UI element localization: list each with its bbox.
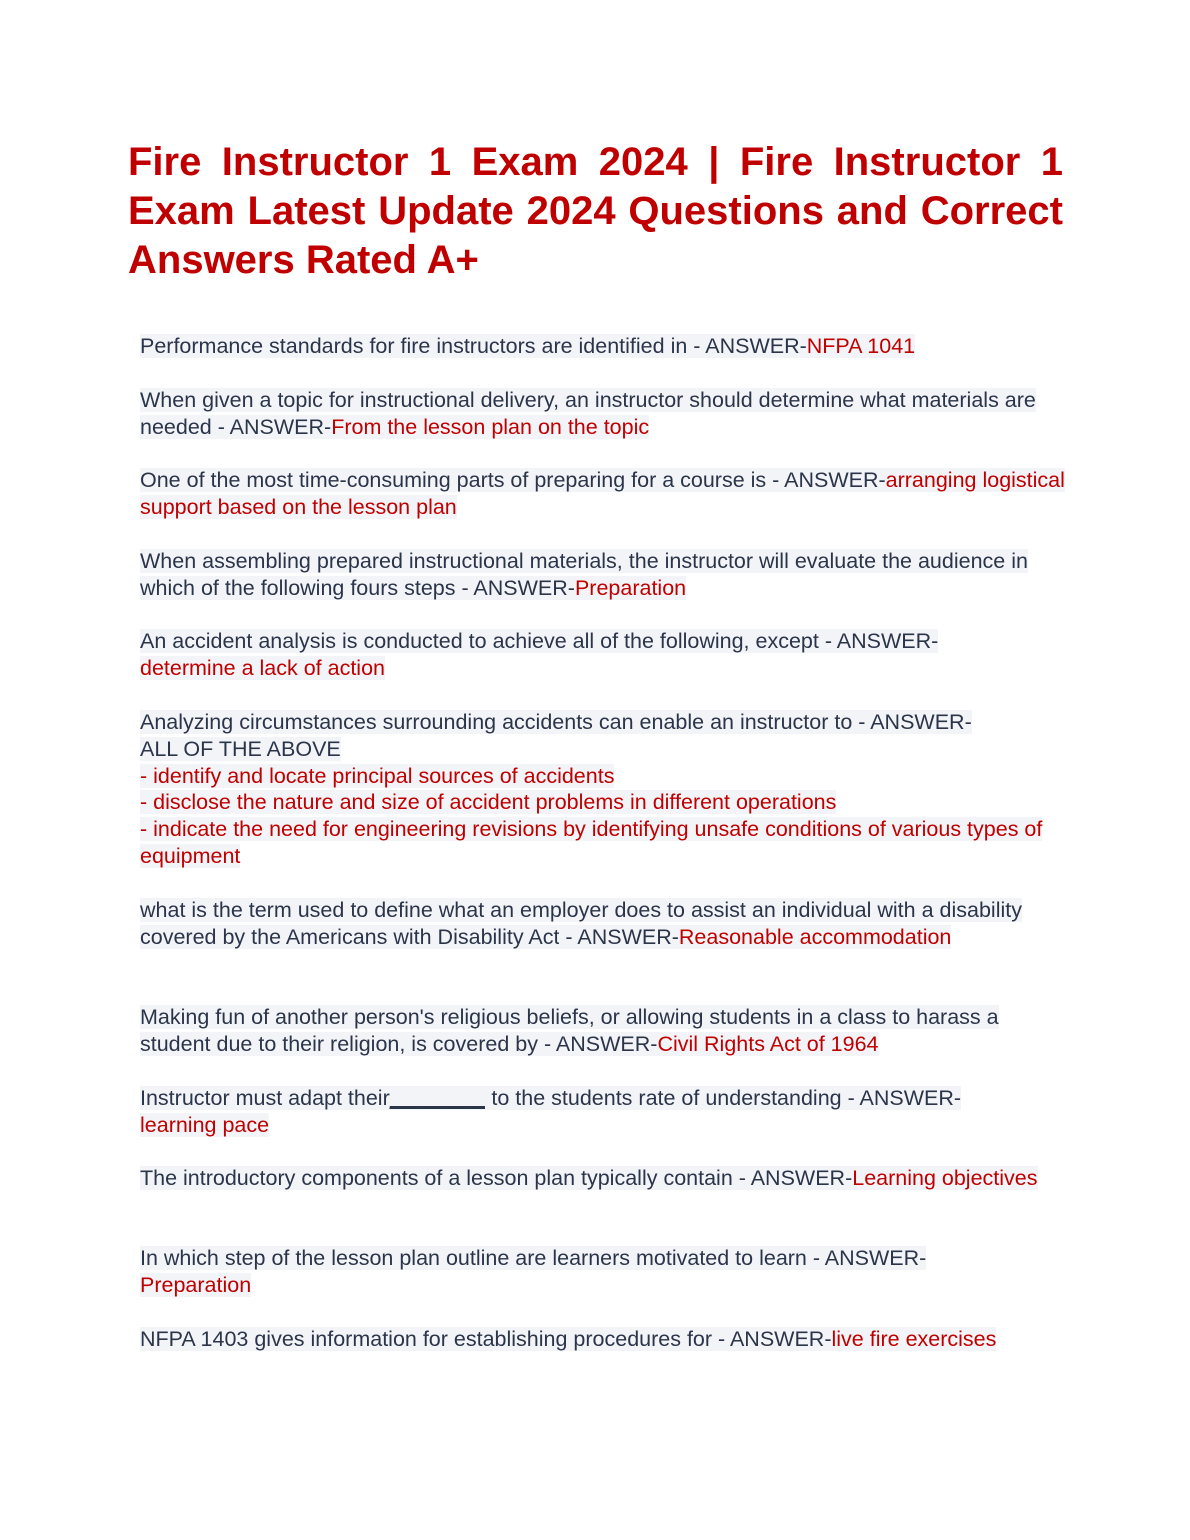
answer-prefix: - ANSWER- bbox=[852, 710, 972, 734]
answer-prefix: - ANSWER- bbox=[211, 414, 332, 439]
answer-prefix: - ANSWER- bbox=[732, 1166, 853, 1190]
qa-item bbox=[140, 333, 1065, 360]
answer-prefix: - ANSWER- bbox=[818, 629, 939, 653]
qa-item bbox=[140, 548, 1065, 602]
answer-text: NFPA 1041 bbox=[806, 334, 916, 358]
answer-prefix: - ANSWER- bbox=[559, 924, 679, 949]
qa-item bbox=[140, 628, 1065, 682]
answer-prefix: - ANSWER- bbox=[687, 334, 807, 358]
answer-text: arranging logistical support based on the lesson plan bbox=[140, 468, 1065, 519]
answer-text: learning pace bbox=[140, 1112, 270, 1137]
answer-prefix: - ANSWER- bbox=[841, 1086, 962, 1110]
qa-item bbox=[140, 467, 1065, 521]
question-text: In which step of the lesson plan outline are learners motivated to learn bbox=[140, 1246, 807, 1270]
qa-item bbox=[140, 897, 1065, 951]
question-text: When assembling prepared instructional materials, the instructor will evaluate the audience in which of the following fours steps bbox=[140, 549, 1028, 600]
qa-item bbox=[140, 709, 1065, 870]
qa-item bbox=[140, 1326, 1065, 1353]
question-text: Analyzing circumstances surrounding accidents can enable an instructor to bbox=[140, 710, 853, 734]
answer-text: Learning objectives bbox=[852, 1166, 1038, 1190]
fill-in-blank: ________ bbox=[389, 1086, 486, 1110]
question-text: One of the most time-consuming parts of preparing for a course is bbox=[140, 468, 767, 492]
answer-prefix: - ANSWER- bbox=[766, 468, 886, 492]
answer-text: From the lesson plan on the topic bbox=[331, 414, 650, 439]
qa-item bbox=[140, 387, 1065, 441]
document-title: Fire Instructor 1 Exam 2024 | Fire Instructor 1 Exam Latest Update 2024 Questions and Correct Answers Rated A+ bbox=[128, 140, 1063, 282]
answer-prefix: - ANSWER- bbox=[455, 575, 575, 600]
answer-list-item: - indicate the need for engineering revisions by identifying unsafe conditions of various types of equipment bbox=[140, 817, 1043, 868]
answer-text: Preparation bbox=[574, 575, 687, 600]
qa-item bbox=[140, 1004, 1065, 1058]
answer-list-item: - disclose the nature and size of accident problems in different operations bbox=[140, 790, 837, 815]
question-text: Instructor must adapt their bbox=[140, 1086, 390, 1110]
question-text: to the students rate of understanding bbox=[485, 1086, 842, 1110]
qa-item bbox=[140, 1085, 1065, 1139]
question-text: NFPA 1403 gives information for establishing procedures for bbox=[140, 1327, 713, 1351]
question-text: Performance standards for fire instructors are identified in bbox=[140, 334, 688, 358]
answer-text: Civil Rights Act of 1964 bbox=[657, 1031, 879, 1056]
question-text: An accident analysis is conducted to achieve all of the following, except bbox=[140, 629, 819, 653]
answer-prefix: - ANSWER- bbox=[537, 1031, 658, 1056]
answer-text: Preparation bbox=[140, 1272, 252, 1297]
answer-text: Reasonable accommodation bbox=[678, 924, 952, 949]
answer-prefix: - ANSWER- bbox=[712, 1327, 832, 1351]
qa-item bbox=[140, 1245, 1065, 1299]
answer-text: determine a lack of action bbox=[140, 655, 385, 680]
question-text: Making fun of another person's religious beliefs, or allowing students in a class to harass a student due to their religion, is covered by bbox=[140, 1005, 999, 1056]
question-text: what is the term used to define what an employer does to assist an individual with a disability covered by the Americans with Disability Act bbox=[140, 898, 1022, 949]
answer-list-item: - identify and locate principal sources of accidents bbox=[140, 763, 615, 788]
question-text: When given a topic for instructional delivery, an instructor should determine what materials are needed bbox=[140, 388, 1036, 439]
answer-intro: ALL OF THE ABOVE bbox=[140, 736, 341, 761]
qa-item bbox=[140, 1165, 1065, 1192]
answer-text: live fire exercises bbox=[831, 1327, 997, 1351]
question-text: The introductory components of a lesson plan typically contain bbox=[140, 1166, 733, 1190]
answer-prefix: - ANSWER- bbox=[806, 1246, 927, 1270]
